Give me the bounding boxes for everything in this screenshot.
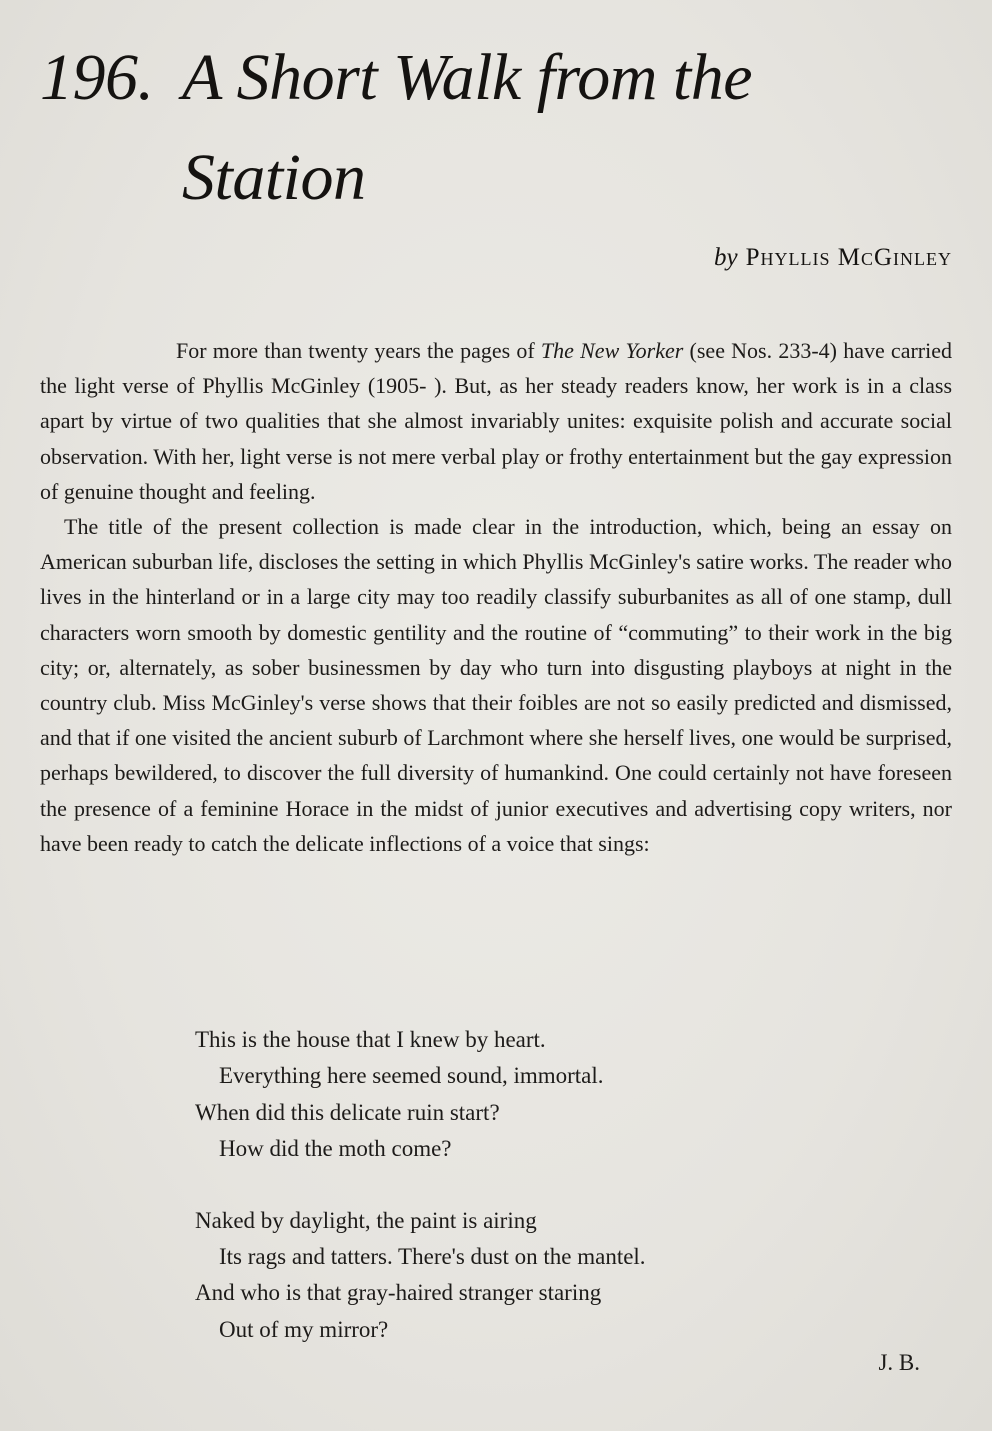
entry-number: 196. [40, 41, 154, 114]
entry-title [40, 28, 940, 228]
poem-stanza-2 [195, 1203, 646, 1349]
reviewer-initials: J. B. [878, 1350, 920, 1375]
magazine-title: The New Yorker [540, 338, 684, 363]
poem-line: When did this delicate ruin start? [195, 1099, 500, 1125]
poem-line: How did the moth come? [219, 1136, 452, 1162]
poem-stanza-1 [195, 1022, 646, 1168]
paragraph-1 [40, 333, 952, 509]
title-line-2: Station [182, 141, 366, 214]
poem-line: Everything here seemed sound, immortal. [219, 1063, 604, 1089]
poem-line: Its rags and tatters. There's dust on the mantel. [219, 1244, 646, 1270]
paragraph-1-rest: (see Nos. 233-4) have carried the light verse of Phyllis McGinley (1905- ). But, as her steady readers know, her work is in a class apart by virtue of two qualities that she almost invariably unites: exquisite polish and accurate social observation. With her, light verse is not mere verbal play or frothy entertainment but the gay expression of genuine thought and feeling. [40, 338, 952, 504]
poem-line: Naked by daylight, the paint is airing [195, 1207, 537, 1233]
byline-by: by [713, 244, 738, 271]
poem-line: This is the house that I knew by heart. [195, 1027, 546, 1052]
byline [714, 244, 952, 272]
title-line-1: A Short Walk from the [182, 41, 753, 114]
author-name: Phyllis McGinley [745, 244, 952, 271]
poem-line: And who is that gray-haired stranger staring [195, 1280, 602, 1306]
paragraph-1-start: For more than twenty years the pages of [176, 338, 541, 363]
poem-line: Out of my mirror? [219, 1316, 389, 1342]
review-body [40, 333, 952, 861]
paragraph-2: The title of the present collection is made clear in the introduction, which, being an essay on American suburban life, discloses the setting in which Phyllis McGinley's satire works. The reader who lives in the hinterland or in a large city may too readily classify suburbanites as all of one stamp, dull characters worn smooth by domestic gentility and the routine of “commuting” to their work in the big city; or, alternately, as sober businessmen by day who turn into disgusting playboys at night in the country club. Miss McGinley's verse shows that their foibles are not so easily predicted and dismissed, and that if one visited the ancient suburb of Larchmont where she herself lives, one would be surprised, perhaps bewildered, to discover the full diversity of humankind. One could certainly not have foreseen the presence of a feminine Horace in the midst of junior executives and advertising copy writers, nor have been ready to catch the delicate inflections of a voice that sings: [40, 514, 952, 856]
poem-quote [195, 1022, 646, 1383]
